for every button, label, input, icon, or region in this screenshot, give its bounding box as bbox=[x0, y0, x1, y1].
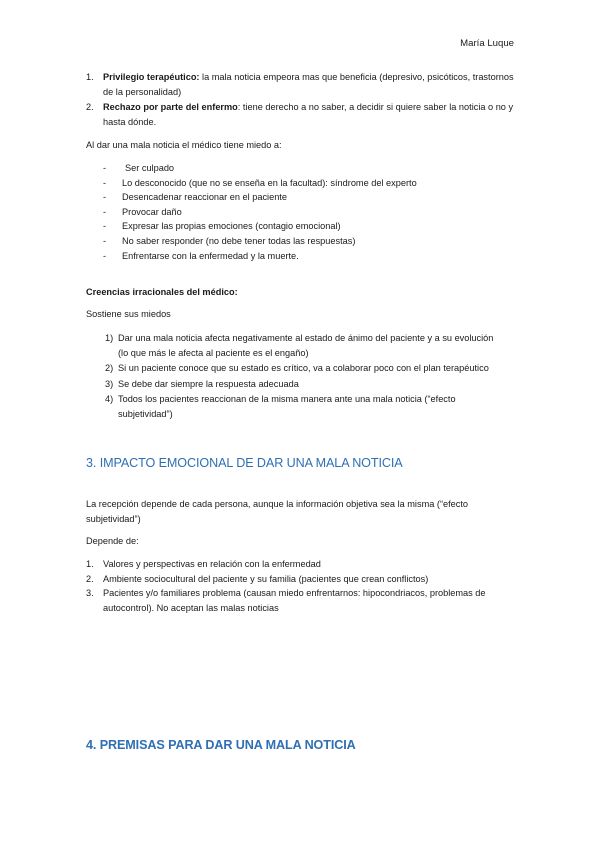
numbered-list-1 bbox=[86, 70, 516, 129]
list-number: 1. bbox=[86, 559, 94, 569]
list-number: 1. bbox=[86, 72, 94, 82]
list-number: 2. bbox=[86, 102, 94, 113]
list-item bbox=[86, 176, 516, 191]
list-item-text: Pacientes y/o familiares problema (causan miedo enfrentarnos: hipocondriacos, problemas de autocontrol). No aceptan las malas noticias bbox=[103, 588, 486, 613]
list-item-text: Ambiente sociocultural del paciente y su familia (pacientes que crean conflictos) bbox=[103, 573, 429, 584]
list-number: 2. bbox=[86, 573, 94, 584]
beliefs-intro: Sostiene sus miedos bbox=[86, 309, 171, 319]
list-item bbox=[86, 331, 498, 360]
section-4-heading: 4. PREMISAS PARA DAR UNA MALA NOTICIA bbox=[86, 738, 356, 752]
list-item-text: : tiene derecho a no saber, a decidir si quiere saber la noticia o no y hasta dónde. bbox=[103, 102, 514, 127]
fear-intro: Al dar una mala noticia el médico tiene miedo a: bbox=[86, 140, 282, 150]
list-bullet: - bbox=[103, 206, 107, 217]
list-item-text: Expresar las propias emociones (contagio emocional) bbox=[122, 221, 341, 232]
list-number: 1) bbox=[105, 333, 114, 343]
list-bullet: - bbox=[103, 177, 107, 188]
list-item-text: Lo desconocido (que no se enseña en la facultad): síndrome del experto bbox=[122, 177, 417, 188]
list-item bbox=[86, 234, 516, 249]
list-item bbox=[86, 100, 516, 129]
list-item bbox=[86, 205, 516, 220]
list-item-text: No saber responder (no debe tener todas las respuestas) bbox=[122, 235, 356, 246]
depends-list bbox=[86, 557, 506, 615]
list-number: 3) bbox=[105, 378, 114, 389]
list-number: 4) bbox=[105, 394, 114, 405]
list-item-text: Desencadenar reaccionar en el paciente bbox=[122, 192, 287, 203]
list-item-text: la mala noticia empeora mas que beneficia (depresivo, psicóticos, trastornos de la personalidad) bbox=[103, 72, 514, 97]
list-item bbox=[86, 190, 516, 205]
list-bullet: - bbox=[103, 221, 107, 232]
list-item-text: Se debe dar siempre la respuesta adecuada bbox=[118, 378, 299, 389]
list-item-text: Enfrentarse con la enfermedad y la muerte. bbox=[122, 250, 299, 261]
list-bullet: - bbox=[103, 250, 107, 261]
list-item bbox=[86, 557, 506, 572]
list-item-term: Privilegio terapéutico: bbox=[103, 72, 200, 82]
list-item bbox=[86, 219, 516, 234]
list-item bbox=[86, 392, 498, 421]
fears-list bbox=[86, 161, 516, 263]
list-item bbox=[86, 249, 516, 264]
list-item-text: Todos los pacientes reaccionan de la misma manera ante una mala noticia (“efecto subjetividad”) bbox=[118, 394, 456, 419]
list-number: 2) bbox=[105, 363, 114, 374]
list-bullet: - bbox=[103, 235, 107, 246]
list-item-text: Dar una mala noticia afecta negativamente al estado de ánimo del paciente y a su evolución (lo que más le afecta al paciente es el engaño) bbox=[118, 333, 494, 358]
depends-label: Depende de: bbox=[86, 536, 139, 546]
list-item bbox=[86, 161, 516, 176]
page-author: María Luque bbox=[460, 38, 514, 49]
list-item bbox=[86, 361, 498, 376]
section-3-paragraph: La recepción depende de cada persona, aunque la información objetiva sea la misma (“efecto subjetividad”) bbox=[86, 499, 469, 524]
list-number: 3. bbox=[86, 588, 94, 599]
list-item bbox=[86, 70, 516, 99]
list-item bbox=[86, 377, 498, 392]
section-3-heading: 3. IMPACTO EMOCIONAL DE DAR UNA MALA NOTICIA bbox=[86, 456, 403, 470]
beliefs-list bbox=[86, 331, 498, 422]
list-item bbox=[86, 586, 506, 615]
list-item bbox=[86, 572, 506, 587]
list-item-text: Si un paciente conoce que su estado es crítico, va a colaborar poco con el plan terapéutico bbox=[118, 363, 489, 374]
list-bullet: - bbox=[103, 192, 107, 203]
list-item-term: Rechazo por parte del enfermo bbox=[103, 102, 238, 113]
list-bullet: - bbox=[103, 163, 107, 173]
list-item-text: Ser culpado bbox=[125, 163, 175, 173]
list-item-text: Provocar daño bbox=[122, 206, 182, 217]
beliefs-title: Creencias irracionales del médico: bbox=[86, 287, 238, 297]
list-item-text: Valores y perspectivas en relación con la enfermedad bbox=[103, 559, 321, 569]
